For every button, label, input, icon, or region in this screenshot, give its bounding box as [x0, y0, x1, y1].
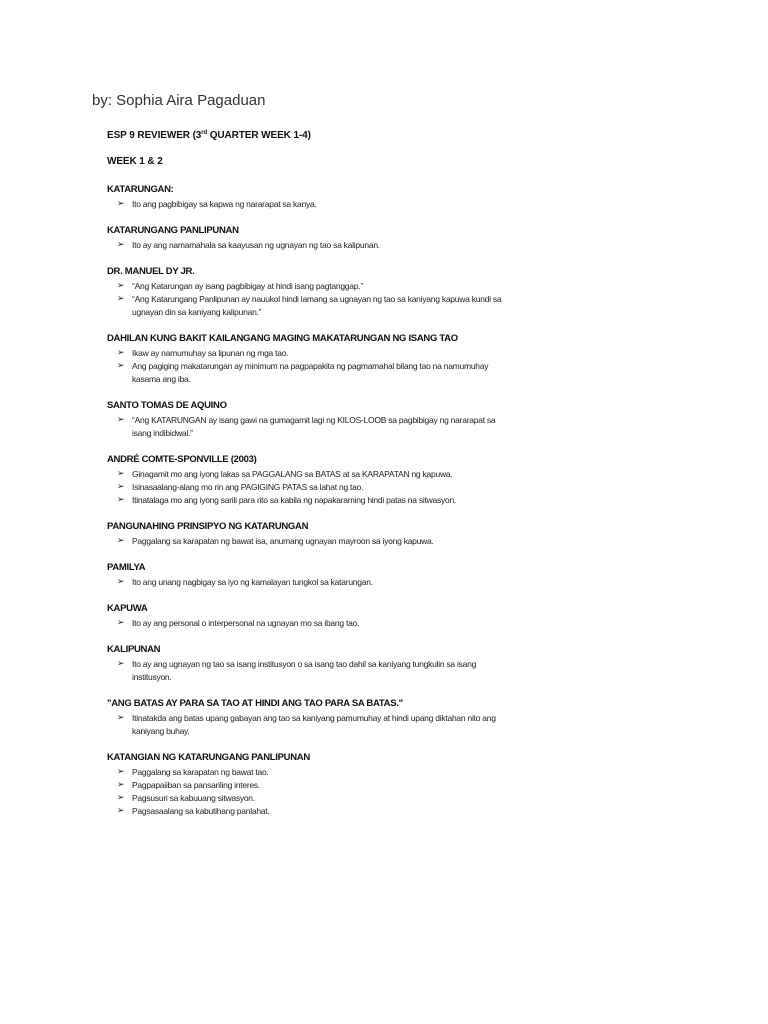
section — [107, 225, 507, 252]
week-label: WEEK 1 & 2 — [107, 156, 163, 167]
list-item-text: Ito ay ang ugnayan ng tao sa isang institusyon o sa isang tao dahil sa kaniyang tungkulin sa isang institusyon. — [132, 659, 477, 682]
arrowhead-bullet-icon: ➢ — [117, 240, 125, 250]
section — [107, 562, 507, 589]
author-line: by: Sophia Aira Pagaduan — [92, 92, 266, 109]
list-item — [107, 494, 507, 507]
arrowhead-bullet-icon: ➢ — [117, 415, 125, 425]
arrowhead-bullet-icon: ➢ — [117, 767, 125, 777]
section-heading: "ANG BATAS AY PARA SA TAO AT HINDI ANG TAO PARA SA BATAS." — [107, 698, 403, 709]
bullet-list — [107, 576, 507, 589]
list-item-text: Paggalang sa karapatan ng bawat isa, anumang ugnayan mayroon sa iyong kapuwa. — [132, 536, 434, 546]
list-item — [107, 293, 507, 319]
section-heading: KATANGIAN NG KATARUNGANG PANLIPUNAN — [107, 752, 310, 763]
bullet-list — [107, 468, 507, 507]
list-item — [107, 468, 507, 481]
section-heading: KATARUNGAN: — [107, 184, 174, 195]
section-heading: DAHILAN KUNG BAKIT KAILANGANG MAGING MAKATARUNGAN NG ISANG TAO — [107, 333, 458, 344]
list-item-text: Ito ang unang nagbigay sa iyo ng kamalayan tungkol sa katarungan. — [132, 577, 373, 587]
section-heading: PANGUNAHING PRINSIPYO NG KATARUNGAN — [107, 521, 309, 532]
section-heading: DR. MANUEL DY JR. — [107, 266, 195, 277]
list-item — [107, 280, 507, 293]
list-item — [107, 198, 507, 211]
list-item-text: Ang pagiging makatarungan ay minimum na pagpapakita ng pagmamahal bilang tao na namumuhay kasama ang iba. — [132, 361, 489, 384]
section — [107, 400, 507, 440]
list-item — [107, 481, 507, 494]
list-item — [107, 617, 507, 630]
arrowhead-bullet-icon: ➢ — [117, 294, 125, 304]
list-item-text: Itinatakda ang batas upang gabayan ang tao sa kaniyang pamumuhay at hindi upang diktahan nito ang kaniyang buhay. — [132, 713, 496, 736]
list-item-text: Ito ang pagbibigay sa kapwa ng nararapat sa kanya. — [132, 199, 317, 209]
list-item-text: Pagsusuri sa kabuuang sitwasyon. — [132, 793, 255, 803]
section — [107, 184, 507, 211]
section — [107, 521, 507, 548]
list-item-text: Pagsasaalang sa kabutihang panlahat. — [132, 806, 270, 816]
list-item-text: Ito ay ang namamahala sa kaayusan ng ugnayan ng tao sa kalipunan. — [132, 240, 380, 250]
section-heading: KAPUWA — [107, 603, 148, 614]
section — [107, 752, 507, 818]
sections-container — [107, 184, 507, 818]
document-title-post: QUARTER WEEK 1-4) — [207, 130, 311, 141]
document-title — [107, 130, 507, 141]
arrowhead-bullet-icon: ➢ — [117, 618, 125, 628]
reviewer-document — [107, 130, 507, 818]
list-item — [107, 658, 507, 684]
bullet-list — [107, 239, 507, 252]
arrowhead-bullet-icon: ➢ — [117, 713, 125, 723]
list-item — [107, 805, 507, 818]
section-heading: KATARUNGANG PANLIPUNAN — [107, 225, 239, 236]
list-item — [107, 347, 507, 360]
list-item-text: Itinatalaga mo ang iyong sarili para rito sa kabila ng napakaraming hindi patas na sitwasyon. — [132, 495, 457, 505]
list-item-text: “Ang KATARUNGAN ay isang gawi na gumagamit lagi ng KILOS-LOOB sa pagbibigay ng nararapat sa isang indibidwal.” — [132, 415, 496, 438]
document-title-sup: rd — [201, 130, 208, 136]
list-item — [107, 779, 507, 792]
section — [107, 333, 507, 386]
arrowhead-bullet-icon: ➢ — [117, 793, 125, 803]
document-title-pre: ESP 9 REVIEWER (3 — [107, 130, 202, 141]
arrowhead-bullet-icon: ➢ — [117, 659, 125, 669]
arrowhead-bullet-icon: ➢ — [117, 536, 125, 546]
list-item-text: “Ang Katarungang Panlipunan ay nauukol hindi lamang sa ugnayan ng tao sa kaniyang kapuwa kundi sa ugnayan din sa kaniyang kalipunan.” — [132, 294, 502, 317]
list-item-text: Pagpapaiiban sa pansariling interes. — [132, 780, 261, 790]
bullet-list — [107, 535, 507, 548]
arrowhead-bullet-icon: ➢ — [117, 361, 125, 371]
bullet-list — [107, 617, 507, 630]
arrowhead-bullet-icon: ➢ — [117, 495, 125, 505]
bullet-list — [107, 198, 507, 211]
bullet-list — [107, 280, 507, 319]
section — [107, 454, 507, 507]
list-item — [107, 535, 507, 548]
arrowhead-bullet-icon: ➢ — [117, 199, 125, 209]
list-item — [107, 239, 507, 252]
arrowhead-bullet-icon: ➢ — [117, 482, 125, 492]
list-item-text: Ginagamit mo ang iyong lakas sa PAGGALANG sa BATAS at sa KARAPATAN ng kapuwa. — [132, 469, 453, 479]
section-heading: PAMILYA — [107, 562, 146, 573]
list-item-text: Ito ay ang personal o interpersonal na ugnayan mo sa ibang tao. — [132, 618, 360, 628]
list-item-text: Ikaw ay namumuhay sa lipunan ng mga tao. — [132, 348, 289, 358]
bullet-list — [107, 414, 507, 440]
arrowhead-bullet-icon: ➢ — [117, 806, 125, 816]
list-item — [107, 712, 507, 738]
section — [107, 266, 507, 319]
section — [107, 644, 507, 684]
arrowhead-bullet-icon: ➢ — [117, 577, 125, 587]
list-item — [107, 576, 507, 589]
arrowhead-bullet-icon: ➢ — [117, 281, 125, 291]
arrowhead-bullet-icon: ➢ — [117, 348, 125, 358]
section-heading: KALIPUNAN — [107, 644, 161, 655]
list-item-text: Paggalang sa karapatan ng bawat tao. — [132, 767, 269, 777]
arrowhead-bullet-icon: ➢ — [117, 780, 125, 790]
section-heading: SANTO TOMAS DE AQUINO — [107, 400, 227, 411]
list-item-text: “Ang Katarungan ay isang pagbibigay at hindi isang pagtanggap.” — [132, 281, 363, 291]
list-item-text: Isinasaalang-alang mo rin ang PAGIGING PATAS sa lahat ng tao. — [132, 482, 364, 492]
bullet-list — [107, 347, 507, 386]
section-heading: ANDRÉ COMTE-SPONVILLE (2003) — [107, 454, 257, 465]
arrowhead-bullet-icon: ➢ — [117, 469, 125, 479]
bullet-list — [107, 766, 507, 818]
bullet-list — [107, 712, 507, 738]
section — [107, 603, 507, 630]
list-item — [107, 766, 507, 779]
list-item — [107, 792, 507, 805]
list-item — [107, 414, 507, 440]
list-item — [107, 360, 507, 386]
bullet-list — [107, 658, 507, 684]
section — [107, 698, 507, 738]
